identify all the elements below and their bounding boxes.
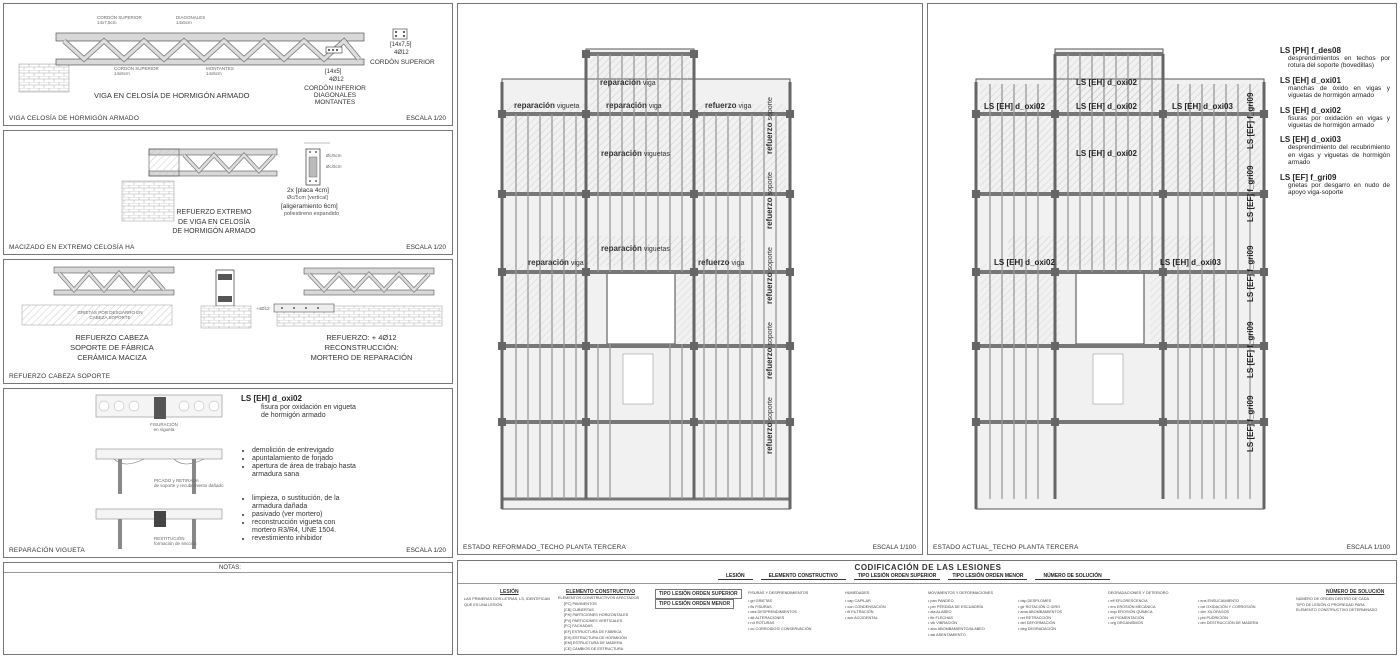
elemento-list: [PC] PAVIMENTOS [CB] CUBIERTAS [PH] PARTICIONES HORIZONTALES [PV] PARTICIONES VERTICALES [FC] FACHADAS [EF] ESTRUCTURA DE FÁBRICA [EH] ESTRUCTURA DE HORMIGÓN [EM] ESTRUCTURA DE MADERA [CE] CAMBIOS DE ESTRUCTURA bbox=[564, 602, 629, 651]
panel-scale: ESCALA 1/100 bbox=[1346, 544, 1390, 551]
plan-label: refuerzo viga bbox=[698, 258, 745, 267]
group-h-header: HUMEDADES bbox=[845, 591, 870, 595]
header-lesion: LESIÓN bbox=[718, 573, 753, 580]
plan-lesion-label: LS [EH] d_oxi02 bbox=[1076, 102, 1137, 111]
macizado-drawing bbox=[4, 131, 454, 256]
col-tipo-men-header: TIPO LESIÓN ORDEN MENOR bbox=[655, 599, 734, 609]
cordon-superior-reinforcement: 4Ø12 bbox=[394, 50, 409, 56]
vigueta-drawing bbox=[4, 389, 454, 559]
plan-label: reparación viga bbox=[606, 101, 662, 110]
codification-panel bbox=[457, 560, 1397, 655]
vertical-label: refuerzo soporte bbox=[765, 97, 774, 154]
spec-placa: 2x [placa 4cm] bbox=[287, 187, 329, 194]
plan-label: refuerzo viga bbox=[705, 101, 752, 110]
group-m2-list: • dsp DESPLOMES • gir ROTACIÓN O GIRO • ama ABOMBAMIENTOS • ret RETRACCIÓN • def DEFORMACIÓN • deg DEGRADACIÓN bbox=[1018, 599, 1063, 631]
header-tipo-men: TIPO LESIÓN ORDEN MENOR bbox=[948, 573, 1027, 580]
note-diagonales: DIAGONALES 14x5cm bbox=[176, 15, 206, 25]
caption-refuerzo-cabeza: REFUERZO CABEZA SOPORTE DE FÁBRICA CERÁMICA MACIZA bbox=[70, 333, 154, 362]
group-d-list: • eff EFLORESCENCIA • ero EROSIÓN MECÁNICA • equ EROSIÓN QUÍMICA • eli PIGMENTACIÓN • org ORGANISMOS bbox=[1108, 599, 1156, 626]
note-cordon-inferior: CORDÓN SUPERIOR 14x5cm bbox=[114, 66, 159, 76]
plan-lesion-label: LS [EH] d_oxi03 bbox=[1160, 258, 1221, 267]
panel-title: REFUERZO CABEZA SOPORTE bbox=[9, 373, 111, 380]
vertical-label: refuerzo soporte bbox=[765, 322, 774, 379]
vertical-label: refuerzo soporte bbox=[765, 247, 774, 304]
repair-steps-list-2 bbox=[252, 495, 358, 543]
col-tipo-sup-header: TIPO LESIÓN ORDEN SUPERIOR bbox=[655, 589, 742, 599]
note-armadura: +4Ø12 bbox=[256, 306, 270, 311]
caption-refuerzo-extremo: REFUERZO EXTREMO DE VIGA EN CELOSÍA DE HORMIGÓN ARMADO bbox=[172, 209, 256, 235]
header-tipo-sup: TIPO LESIÓN ORDEN SUPERIOR bbox=[854, 573, 941, 580]
plan-label: reparación viga bbox=[600, 78, 656, 87]
plan-lesion-label: LS [EH] d_oxi02 bbox=[984, 102, 1045, 111]
plan-structure bbox=[498, 49, 794, 509]
notes-label: NOTAS: bbox=[219, 565, 241, 571]
panel-title: MACIZADO EN EXTREMO CELOSÍA HA bbox=[9, 244, 135, 251]
lesion-description: fisura por oxidación en vigueta de hormigón armado bbox=[261, 404, 356, 419]
vertical-label: refuerzo soporte bbox=[765, 172, 774, 229]
vertical-lesion-label: LS [EF] f_gri09 bbox=[1246, 92, 1255, 149]
lesion-legend-item: LS [EH] d_oxi02 fisuras por oxidación en vigas y viguetas de hormigón armado bbox=[1280, 105, 1390, 130]
lesion-legend bbox=[1280, 46, 1390, 196]
dim-stirrup-2: Øc/5cm bbox=[326, 164, 342, 169]
lesion-legend-item: LS [EH] d_oxi01 manchas de óxido en vigas y viguetas de hormigón armado bbox=[1280, 75, 1390, 100]
cordon-inferior-section: [14x5] bbox=[325, 69, 342, 75]
spec-aligeramiento: [aligeramiento 6cm] bbox=[281, 203, 338, 210]
lesion-code: LS [EH] d_oxi02 bbox=[241, 394, 302, 403]
plan-label: reparación viga bbox=[528, 258, 584, 267]
panel-scale: ESCALA 1/20 bbox=[406, 547, 446, 554]
col-lesion-header: LESIÓN bbox=[500, 589, 519, 595]
note-fisuracion: FISURACIÓN en vigueta bbox=[150, 422, 178, 432]
detail-panel-viga-celosia bbox=[3, 3, 453, 126]
plan-label: reparación viguetas bbox=[601, 149, 670, 158]
col-elemento-header: ELEMENTO CONSTRUCTIVO bbox=[566, 589, 636, 595]
plan-label: reparación viguetas bbox=[601, 244, 670, 253]
plan-reformado-panel bbox=[457, 3, 923, 555]
col-lesion-text: LAS PRIMERAS DOS LETRAS, LS, IDENTIFICAN QUE ES UNA LESIÓN bbox=[464, 597, 550, 607]
note-grietas: GRIETAS POR DESGARRO EN CABEZA SOPORTE bbox=[77, 310, 143, 320]
panel-title: ESTADO ACTUAL_TECHO PLANTA TERCERA bbox=[933, 544, 1079, 551]
col-elemento-sub: ELEMENTOS CONSTRUCTIVOS AFECTADOS bbox=[558, 596, 640, 600]
repair-step: • apuntalamiento de forjado bbox=[252, 455, 358, 463]
spec-poliestireno: poliestireno expandido bbox=[284, 211, 340, 217]
plan-label: reparación vigueta bbox=[514, 101, 580, 110]
panel-scale: ESCALA 1/20 bbox=[406, 115, 446, 122]
group-f-list: • gri GRIETAS • fis FISURAS • des DESPRENDIMIENTOS • alt ALTERACIONES • rot ROTURAS • cu CORROIDOS/ CONSERVACIÓN bbox=[748, 599, 812, 631]
vertical-lesion-label: LS [EF] f_gri09 bbox=[1246, 395, 1255, 452]
header-elemento: ELEMENTO CONSTRUCTIVO bbox=[761, 573, 846, 580]
cordon-inferior-reinforcement: 4Ø12 bbox=[329, 77, 344, 83]
repair-steps-list bbox=[252, 447, 358, 479]
vertical-lesion-label: LS [EF] f_gri09 bbox=[1246, 165, 1255, 222]
repair-step: • demolición de entrevigado bbox=[252, 447, 358, 455]
panel-scale: ESCALA 1/20 bbox=[406, 244, 446, 251]
plan-lesion-label: LS [EH] d_oxi02 bbox=[994, 258, 1055, 267]
panel-title: REPARACIÓN VIGUETA bbox=[9, 547, 85, 554]
col-numero-text: NÚMERO DE ORDEN DENTRO DE CADA TIPO DE LESIÓN O PROPIEDAD PARA ELEMENTO CONSTRUCTIVO DETERMINADO bbox=[1296, 597, 1378, 613]
note-cordon-superior: CORDÓN SUPERIOR 14x7,5cm bbox=[97, 15, 142, 25]
codification-title: CODIFICACIÓN DE LAS LESIONES bbox=[854, 563, 1002, 572]
refuerzo-cabeza-drawing bbox=[4, 260, 454, 385]
repair-step: • pasivado (ver mortero) bbox=[252, 511, 358, 519]
detail-panel-reparacion-vigueta bbox=[3, 388, 453, 558]
plan-actual-panel bbox=[927, 3, 1397, 555]
repair-step: • revestimiento inhibidor bbox=[252, 535, 358, 543]
note-restitucion: RESTITUCIÓN formación de sección bbox=[154, 536, 197, 546]
detail-panel-refuerzo-cabeza bbox=[3, 259, 453, 384]
detail-panel-macizado bbox=[3, 130, 453, 255]
repair-step: • limpieza, o sustitución, de la armadura dañada bbox=[252, 495, 358, 511]
cordon-inferior-label: CORDÓN INFERIOR DIAGONALES MONTANTES bbox=[304, 85, 366, 106]
plan-lesion-label: LS [EH] d_oxi02 bbox=[1076, 78, 1137, 87]
panel-title: VIGA CELOSÍA DE HORMIGÓN ARMADO bbox=[9, 115, 140, 122]
group-d-header: DEGRADACIONES Y DETERIORO bbox=[1108, 591, 1169, 595]
panel-scale: ESCALA 1/100 bbox=[872, 544, 916, 551]
plan-lesion-label: LS [EH] d_oxi02 bbox=[1076, 149, 1137, 158]
repair-step: • reconstrucción vigueta con mortero R3/R4, UNE 1504. bbox=[252, 519, 358, 535]
header-numero: NÚMERO DE SOLUCIÓN bbox=[1035, 573, 1109, 580]
caption-viga-celosia: VIGA EN CELOSÍA DE HORMIGÓN ARMADO bbox=[94, 91, 250, 100]
lesion-legend-item: LS [EH] d_oxi03 desprendimiento del recubrimiento en vigas y viguetas de hormigón armado bbox=[1280, 135, 1390, 167]
caption-reconstruccion: REFUERZO: + 4Ø12 RECONSTRUCCIÓN: MORTERO DE REPARACIÓN bbox=[310, 333, 413, 362]
group-m-header: MOVIMIENTOS Y DEFORMACIONES bbox=[928, 591, 993, 595]
panel-title: ESTADO REFORMADO_TECHO PLANTA TERCERA bbox=[463, 544, 627, 551]
vertical-lesion-label: LS [EF] f_gri09 bbox=[1246, 321, 1255, 378]
codification-header-row bbox=[718, 573, 1148, 580]
group-h-list: • cap CAPILAR • con CONDENSACIÓN • fil FILTRACIÓN • acc ACCIDENTAL bbox=[845, 599, 886, 620]
group-m-list: • pan PANDEO • per PÉRDIDA DE ESCUADRÍA • ala ALABEO • fle FLECHAS • vib VIBRACIÓN • abo ABOMBAMIENTO/ALABEO • asi ASENTAMIENTO bbox=[928, 599, 985, 637]
notes-panel bbox=[3, 562, 453, 655]
lesion-legend-item: LS [PH] f_des08 desprendimientos en techos por rotura del soporte (bovedillas) bbox=[1280, 46, 1390, 70]
spec-vertical: Øc/5cm [vertical] bbox=[287, 195, 328, 201]
group-d2-list: • ens ENSUCIAMIENTO • oxi OXIDACIÓN Y CORROSIÓN • xlm XILÓFAGOS • pbl PUDRICIÓN • dm DESTRUCCIÓN DE MADERA bbox=[1198, 599, 1259, 626]
vertical-label: refuerzo soporte bbox=[765, 397, 774, 454]
cordon-superior-label: CORDÓN SUPERIOR bbox=[370, 59, 435, 66]
vertical-lesion-label: LS [EF] f_gri09 bbox=[1246, 245, 1255, 302]
group-f-header: FISURAS Y DESPRENDIMIENTOS bbox=[748, 591, 809, 595]
floor-plan-reformado bbox=[458, 4, 924, 556]
lesion-legend-item: LS [EF] f_gri09 grietas por desgarro en nudo de apoyo viga-soporte bbox=[1280, 172, 1390, 197]
note-picado: PICADO y RETIRADA de soporte y recubrimiento dañado bbox=[154, 478, 224, 488]
repair-step: • apertura de área de trabajo hasta armadura sana bbox=[252, 463, 358, 479]
note-montantes: MONTANTES 14x5cm bbox=[206, 66, 234, 76]
col-numero-header: NÚMERO DE SOLUCIÓN bbox=[1326, 589, 1385, 595]
plan-lesion-label: LS [EH] d_oxi03 bbox=[1172, 102, 1233, 111]
dim-stirrup-1: Øc/5cm bbox=[326, 153, 342, 158]
cordon-superior-section: [14x7,5] bbox=[390, 42, 412, 48]
